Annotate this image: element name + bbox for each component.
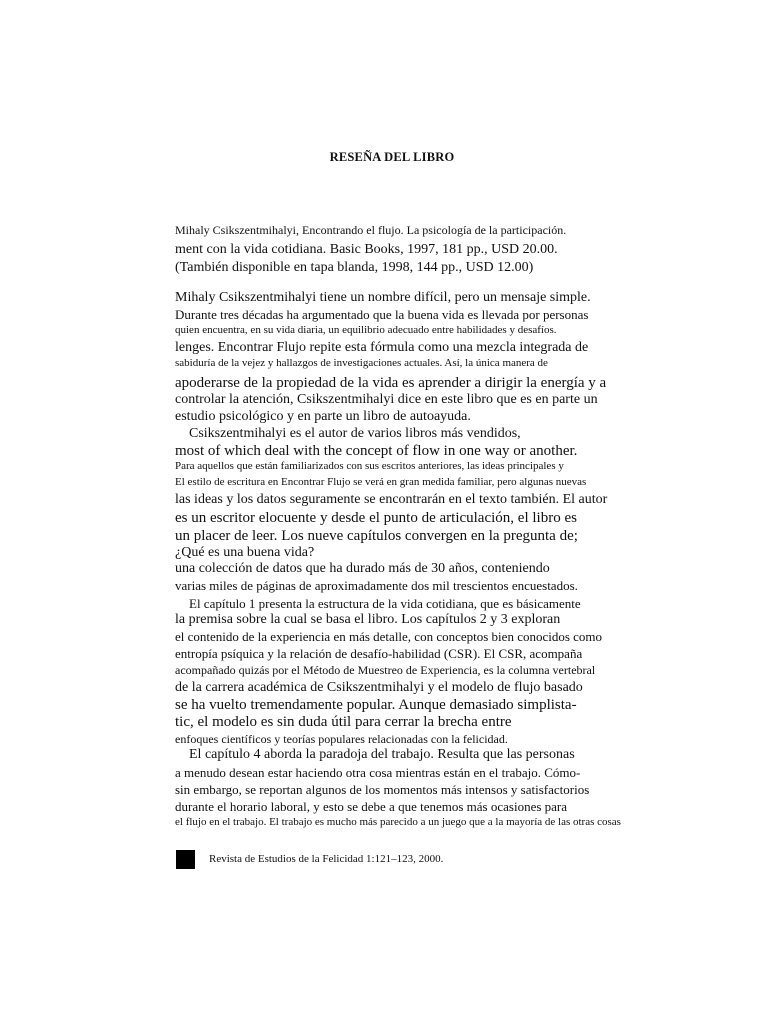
body-line: es un escritor elocuente y desde el punto de articulación, el libro es bbox=[175, 510, 577, 526]
body-line: apoderarse de la propiedad de la vida es aprender a dirigir la energía y a bbox=[175, 375, 607, 391]
body-line: quien encuentra, en su vida diaria, un equilibrio adecuado entre habilidades y desafíos. bbox=[175, 324, 557, 336]
body-line: durante el horario laboral, y esto se debe a que tenemos más ocasiones para bbox=[175, 799, 568, 814]
body-line: una colección de datos que ha durado más de 30 años, conteniendo bbox=[175, 561, 550, 576]
body-line: sabiduría de la vejez y hallazgos de investigaciones actuales. Así, la única manera de bbox=[175, 357, 548, 369]
body-line: sin embargo, se reportan algunos de los momentos más intensos y satisfactorios bbox=[175, 782, 590, 797]
body-line: Durante tres décadas ha argumentado que la buena vida es llevada por personas bbox=[175, 307, 589, 322]
footer-square-marker bbox=[176, 850, 195, 869]
citation-line: Mihaly Csikszentmihalyi, Encontrando el flujo. La psicología de la participación. bbox=[175, 223, 567, 237]
body-line: El estilo de escritura en Encontrar Flujo se verá en gran medida familiar, pero algunas nuevas bbox=[175, 476, 587, 488]
journal-footer: Revista de Estudios de la Felicidad 1:121–123, 2000. bbox=[209, 853, 444, 865]
body-line: Para aquellos que están familiarizados con sus escritos anteriores, las ideas principales y bbox=[175, 460, 564, 472]
body-line: estudio psicológico y en parte un libro de autoayuda. bbox=[175, 409, 471, 424]
body-line: el flujo en el trabajo. El trabajo es mucho más parecido a un juego que a la mayoría de las otras cosas bbox=[175, 816, 621, 828]
body-line: enfoques científicos y teorías populares relacionadas con la felicidad. bbox=[175, 732, 508, 746]
body-line: El capítulo 4 aborda la paradoja del trabajo. Resulta que las personas bbox=[189, 747, 575, 762]
body-line: el contenido de la experiencia en más detalle, con conceptos bien conocidos como bbox=[175, 629, 603, 644]
body-line: lenges. Encontrar Flujo repite esta fórmula como una mezcla integrada de bbox=[175, 340, 589, 355]
body-line: controlar la atención, Csikszentmihalyi dice en este libro que es en parte un bbox=[175, 392, 598, 407]
page-title: RESEÑA DEL LIBRO bbox=[329, 150, 455, 164]
body-line: ¿Qué es una buena vida? bbox=[175, 545, 315, 560]
body-line: most of which deal with the concept of flow in one way or another. bbox=[175, 443, 578, 459]
body-line: Csikszentmihalyi es el autor de varios libros más vendidos, bbox=[189, 426, 521, 441]
body-line: las ideas y los datos seguramente se encontrarán en el texto también. El autor bbox=[175, 492, 608, 507]
body-line: Mihaly Csikszentmihalyi tiene un nombre difícil, pero un mensaje simple. bbox=[175, 290, 591, 305]
body-line: entropía psíquica y la relación de desafío-habilidad (CSR). El CSR, acompaña bbox=[175, 646, 583, 661]
citation-line: ment con la vida cotidiana. Basic Books, 1997, 181 pp., USD 20.00. bbox=[175, 242, 558, 257]
citation-line: (También disponible en tapa blanda, 1998, 144 pp., USD 12.00) bbox=[175, 260, 534, 275]
body-line: un placer de leer. Los nueve capítulos convergen en la pregunta de; bbox=[175, 528, 578, 544]
body-line: varias miles de páginas de aproximadamente dos mil trescientos encuestados. bbox=[175, 578, 578, 593]
body-line: a menudo desean estar haciendo otra cosa mientras están en el trabajo. Cómo- bbox=[175, 765, 581, 780]
body-line: se ha vuelto tremendamente popular. Aunque demasiado simplista- bbox=[175, 697, 577, 713]
body-line: acompañado quizás por el Método de Muestreo de Experiencia, es la columna vertebral bbox=[175, 663, 596, 677]
body-line: tic, el modelo es sin duda útil para cerrar la brecha entre bbox=[175, 714, 512, 730]
body-line: de la carrera académica de Csikszentmihalyi y el modelo de flujo basado bbox=[175, 680, 583, 695]
body-line: la premisa sobre la cual se basa el libro. Los capítulos 2 y 3 exploran bbox=[175, 612, 561, 627]
body-line: El capítulo 1 presenta la estructura de la vida cotidiana, que es básicamente bbox=[189, 596, 581, 611]
